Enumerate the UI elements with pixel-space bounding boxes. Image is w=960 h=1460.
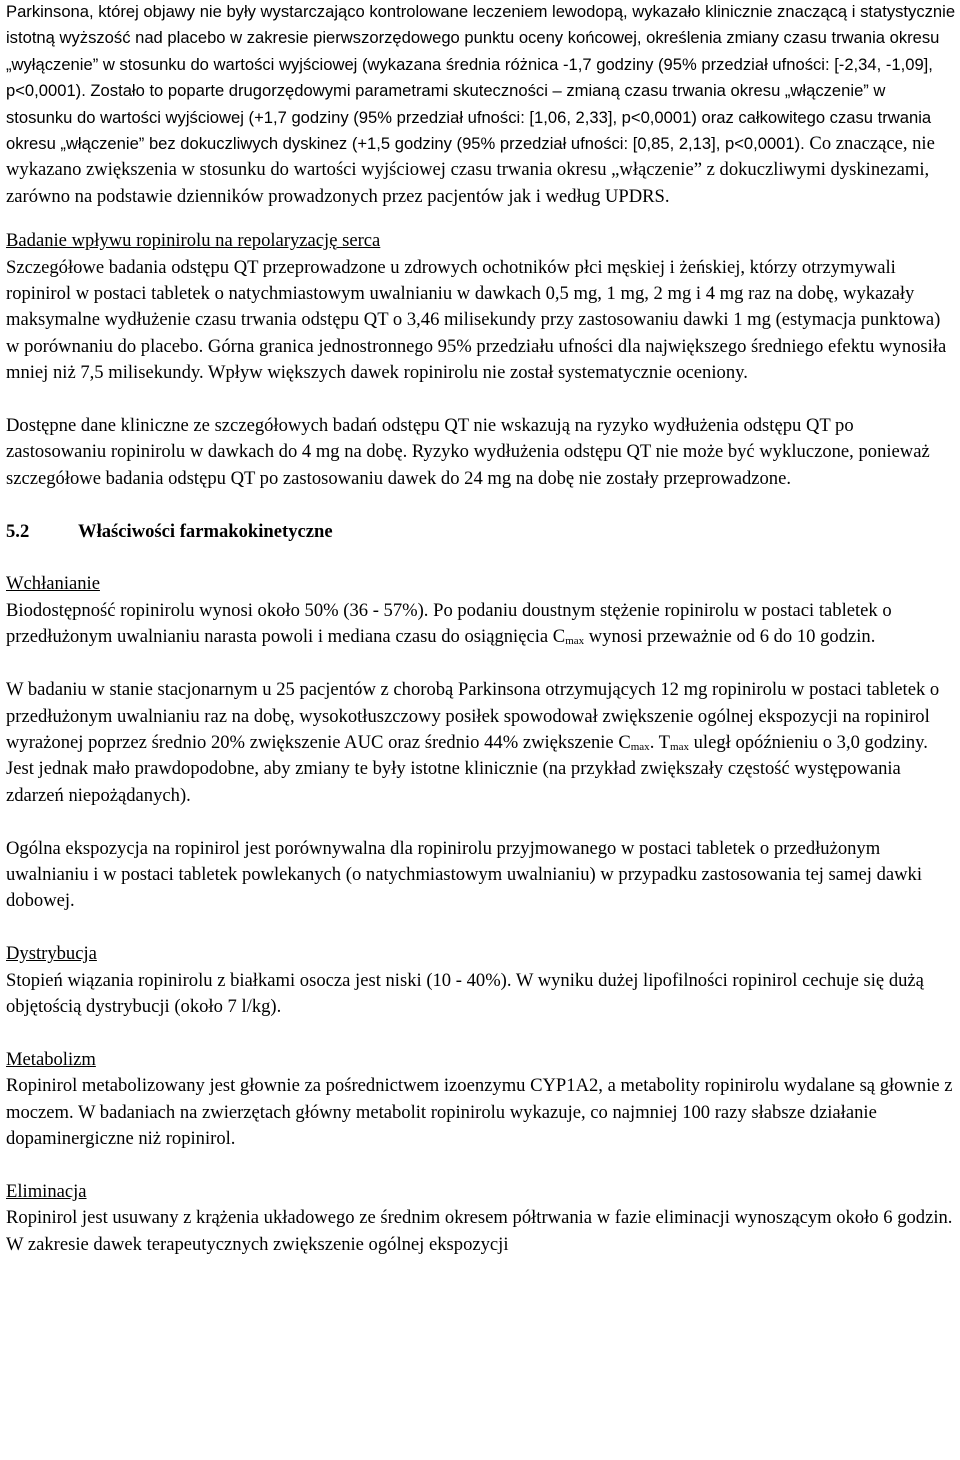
section-title: Właściwości farmakokinetyczne: [78, 520, 333, 542]
absorption-paragraph-3: Ogólna ekspozycja na ropinirol jest porównywalna dla ropinirolu przyjmowanego w postaci tabletek o przedłużonym uwalnianiu i w postaci tabletek powlekanych (o natychmiastowym uwalnianiu) w przypadku zastosowania tej samej dawki dobowej.: [6, 837, 923, 912]
qt-clinical-data-paragraph: Dostępne dane kliniczne ze szczegółowych badań odstępu QT nie wskazują na ryzyko wydłużenia odstępu QT po zastosowaniu ropinirolu w dawkach do 4 mg na dobę. Ryzyko wydłużenia odstępu QT nie może być wykluczone, ponieważ szczegółowe badania odstępu QT po zastosowaniu dawek do 24 mg na dobę nie zostały przeprowadzone.: [6, 415, 930, 489]
metabolism-heading: Metabolizm: [6, 1048, 96, 1070]
efficacy-dyskinesia-text: Co znaczące, nie wykazano zwiększenia w stosunku do wartości wyjściowej czasu trwania okresu „włączenie” z dokuczliwymi dyskinezami, zarówno na podstawie dzienników prowadzonych przez pacjentów jak i według UPDRS.: [6, 133, 935, 207]
absorption-paragraph-2: W badaniu w stanie stacjonarnym u 25 pacjentów z chorobą Parkinsona otrzymujących 12 mg ropinirolu w postaci tabletek o przedłużonym uwalnianiu raz na dobę, wysokotłuszczowy posiłek spowodował zwiększenie ogólnej ekspozycji na ropinirol wyrażonej poprzez średnio 20% zwiększenie AUC oraz średnio 44% zwiększenie $C_{max}$. $T_{max}$ uległ opóźnieniu o 3,0 godziny. Jest jednak mało prawdopodobne, aby zmiany te były istotne klinicznie (na przykład zwiększały częstość występowania zdarzeń niepożądanych).: [6, 679, 940, 806]
qt-study-heading: Badanie wpływu ropinirolu na repolaryzację serca: [6, 230, 381, 252]
distribution-heading: Dystrybucja: [6, 943, 97, 965]
section-heading: [6, 519, 956, 545]
efficacy-secondary-text: Zostało to poparte drugorzędowymi parametrami skuteczności – zmianą czasu trwania okresu „włączenie” w stosunku do wartości wyjściowej (+1,7 godziny (95% przedział ufności: [1,06, 2,33], p<0,0001) oraz całkowitego czasu trwania okresu „włączenie” bez dokuczliwych dyskinez (+1,5 godziny (95% przedział ufności: [0,85, 2,13], p<0,0001).: [6, 81, 932, 154]
efficacy-primary-text: Parkinsona, której objawy nie były wystarczająco kontrolowane leczeniem lewodopą, wykazało klinicznie znaczącą i statystycznie istotną wyższość nad placebo w zakresie pierwszorzędowego punktu oceny końcowej, określenia zmiany czasu trwania okresu „wyłączenie” w stosunku do wartości wyjściowej (wykazana średnia różnica -1,7 godziny (95% przedział ufności: [-2,34, -1,09], p<0,0001).: [6, 2, 956, 101]
section-number: 5.2: [6, 520, 30, 542]
absorption-heading: Wchłanianie: [6, 573, 100, 595]
elimination-paragraph: Ropinirol jest usuwany z krążenia układowego ze średnim okresem półtrwania w fazie eliminacji wynoszącym około 6 godzin. W zakresie dawek terapeutycznych zwiększenie ogólnej ekspozycji: [6, 1207, 953, 1255]
metabolism-paragraph: Ropinirol metabolizowany jest głownie za pośrednictwem izoenzymu CYP1A2, a metabolity ropinirolu wydalane są głownie z moczem. W badaniach na zwierzętach główny metabolit ropinirolu wykazuje, co najmniej 100 razy słabsze działanie dopaminergiczne niż ropinirol.: [6, 1075, 953, 1149]
qt-study-paragraph: Szczegółowe badania odstępu QT przeprowadzone u zdrowych ochotników płci męskiej i żeńskiej, którzy otrzymywali ropinirol w postaci tabletek o natychmiastowym uwalnianiu w dawkach 0,5 mg, 1 mg, 2 mg i 4 mg raz na dobę, wykazały maksymalne wydłużenie czasu trwania odstępu QT o 3,46 milisekundy przy zastosowaniu dawki 1 mg (estymacja punktowa) w porównaniu do placebo. Górna granica jednostronnego 95% przedziału ufności dla największego średniego efektu wynosiła mniej niż 7,5 milisekundy. Wpływ większych dawek ropinirolu nie został systematycznie oceniony.: [6, 256, 947, 384]
elimination-heading: Eliminacja: [6, 1180, 87, 1202]
absorption-paragraph-1: Biodostępność ropinirolu wynosi około 50% (36 - 57%). Po podaniu doustnym stężenie ropinirolu w postaci tabletek o przedłużonym uwalnianiu narasta powoli i mediana czasu do osiągnięcia $C_{max}$ wynosi przeważnie od 6 do 10 godzin.: [6, 599, 892, 648]
efficacy-paragraph: [6, 0, 956, 210]
document-page: [6, 0, 956, 1258]
distribution-paragraph: Stopień wiązania ropinirolu z białkami osocza jest niski (10 - 40%). W wyniku dużej lipofilności ropinirol cechuje się dużą objętością dystrybucji (około 7 l/kg).: [6, 969, 924, 1017]
